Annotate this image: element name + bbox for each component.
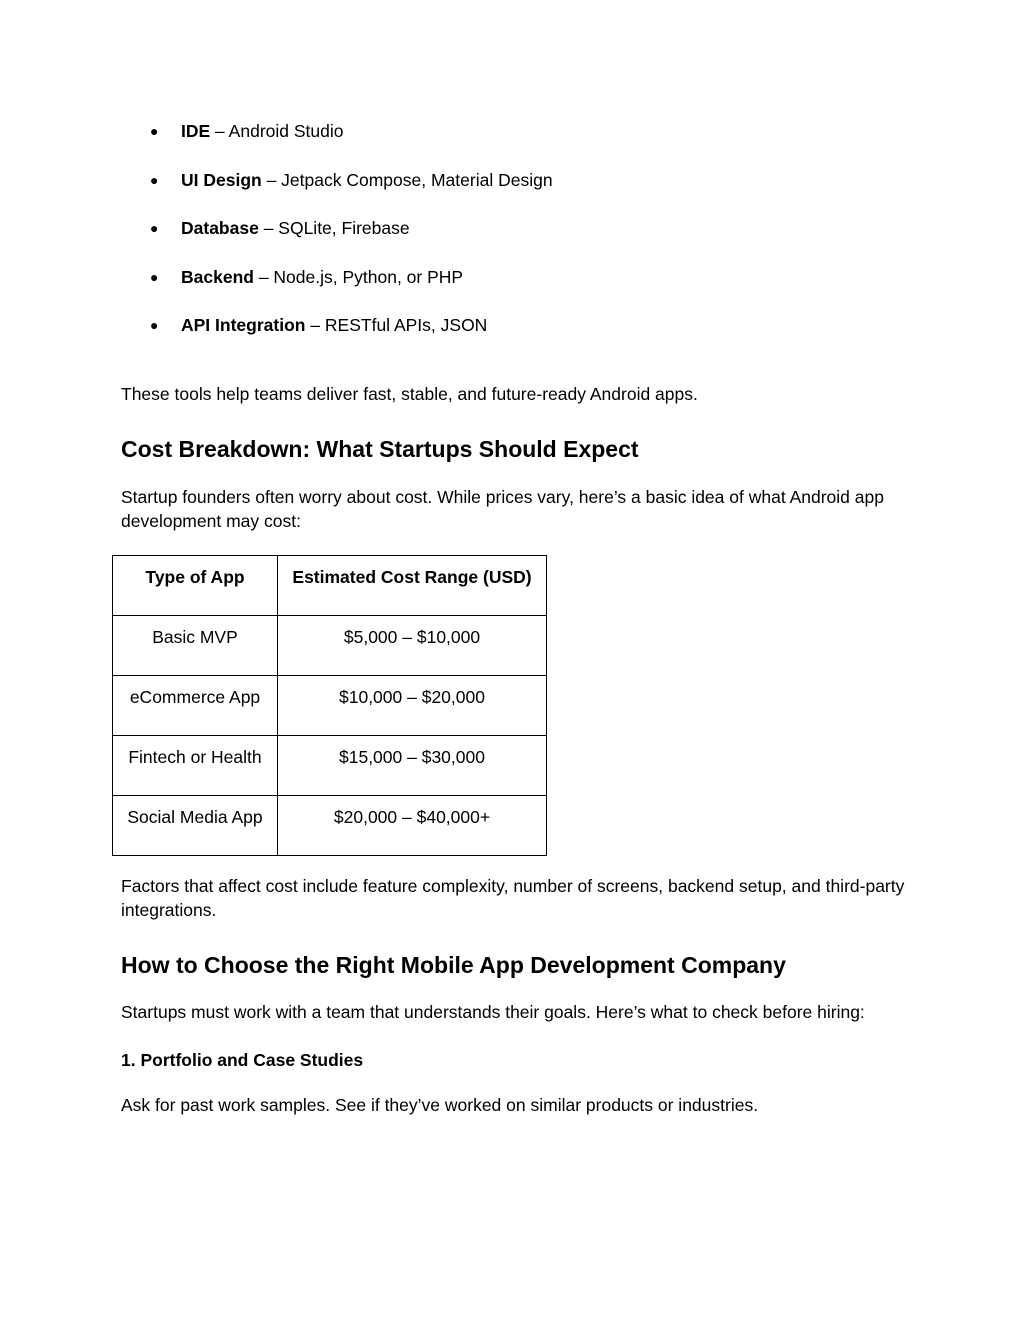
choose-intro: Startups must work with a team that understands their goals. Here’s what to check before hiring: [121,1002,865,1022]
table-row [113,796,547,856]
choose-heading: How to Choose the Right Mobile App Development Company [121,952,786,978]
table-row [113,736,547,796]
bullet-icon: ● [150,123,159,139]
column-header-type: Type of App [113,556,278,616]
cost-table [112,555,547,856]
table-cell-type: Fintech or Health [113,736,278,796]
table-cell-type: Basic MVP [113,616,278,676]
tool-desc: – Node.js, Python, or PHP [253,266,464,287]
tool-desc: – SQLite, Firebase [258,218,410,239]
cost-factors: Factors that affect cost include feature complexity, number of screens, backend setup, and third-party integrations. [121,876,905,920]
tool-name: API Integration [181,315,306,336]
table-cell-type: Social Media App [113,796,278,856]
table-cell-cost: $10,000 – $20,000 [278,676,547,736]
portfolio-text: Ask for past work samples. See if they’ve worked on similar products or industries. [121,1095,759,1115]
bullet-icon: ● [150,220,159,237]
tool-name: Backend [181,266,254,287]
bullet-icon: ● [150,317,159,334]
column-header-cost: Estimated Cost Range (USD) [278,556,547,616]
tool-name: Database [181,218,259,239]
table-cell-cost: $15,000 – $30,000 [278,736,547,796]
tools-summary: These tools help teams deliver fast, stable, and future-ready Android apps. [121,384,698,404]
tool-desc: – Jetpack Compose, Material Design [261,169,553,190]
tool-desc: – Android Studio [210,121,344,141]
table-row [113,616,547,676]
tool-name: IDE [181,121,211,141]
bullet-icon: ● [150,268,159,285]
table-row [113,676,547,736]
cost-intro: Startup founders often worry about cost. While prices vary, here’s a basic idea of what Android app development may cost: [121,487,884,531]
cost-heading: Cost Breakdown: What Startups Should Expect [121,436,639,462]
bullet-icon: ● [150,171,159,188]
table-header-row [113,556,547,616]
table-cell-cost: $5,000 – $10,000 [278,616,547,676]
tool-name: UI Design [181,169,262,190]
portfolio-subheading: 1. Portfolio and Case Studies [121,1050,364,1070]
table-cell-type: eCommerce App [113,676,278,736]
tool-desc: – RESTful APIs, JSON [305,315,488,336]
table-cell-cost: $20,000 – $40,000+ [278,796,547,856]
